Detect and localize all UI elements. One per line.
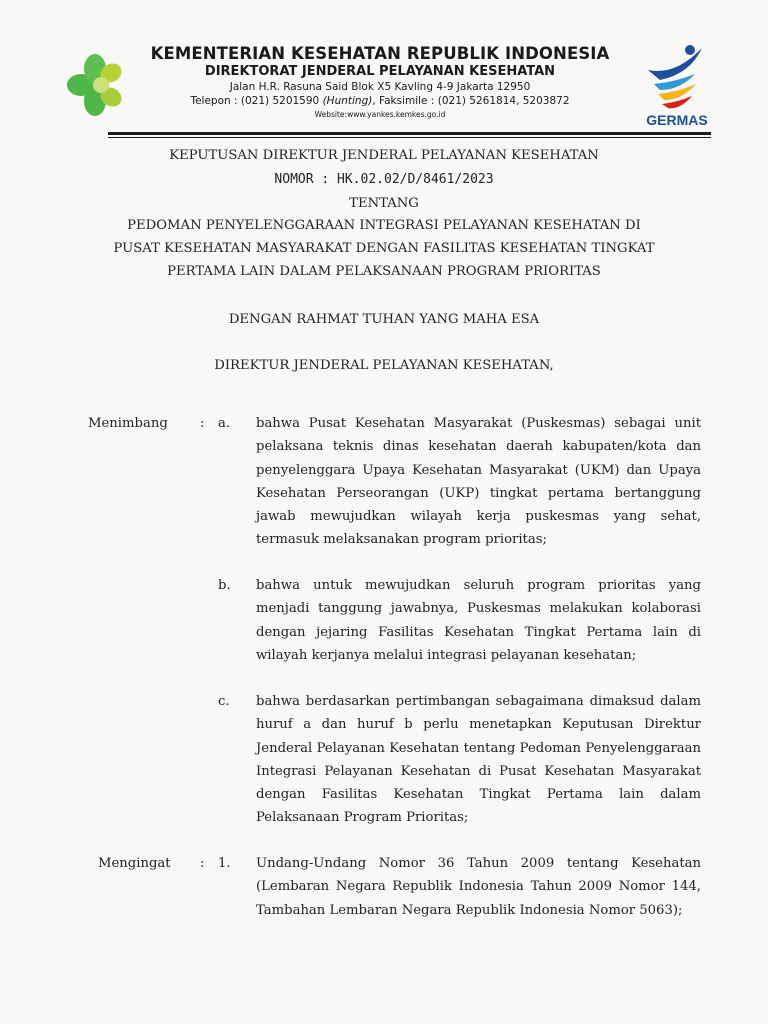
subject-line-1: PEDOMAN PENYELENGGARAAN INTEGRASI PELAYANAN KESEHATAN DI — [127, 218, 641, 233]
item-b-marker: b. — [218, 578, 231, 593]
decree-title: KEPUTUSAN DIREKTUR JENDERAL PELAYANAN KESEHATAN — [169, 148, 599, 163]
item-c-text: bahwa berdasarkan pertimbangan sebagaimana dimaksud dalam huruf a dan huruf b perlu menetapkan Keputusan Direktur Jenderal Pelayanan Kesehatan tentang Pedoman Penyelenggaraan Integrasi Pelayanan Kesehatan di Pusat Kesehatan Masyarakat dengan Fasilitas Kesehatan Tingkat Pertama lain dalam Pelaksanaan Program Prioritas; — [256, 694, 701, 826]
invocation: DENGAN RAHMAT TUHAN YANG MAHA ESA — [228, 312, 540, 327]
letterhead-rule-thin — [108, 137, 711, 138]
germas-label: GERMAS — [646, 112, 708, 128]
directorate-name: DIREKTORAT JENDERAL PELAYANAN KESEHATAN — [204, 64, 556, 79]
kemenkes-logo — [50, 45, 140, 125]
item-a-marker: a. — [218, 416, 231, 431]
mengingat-colon: : — [200, 856, 205, 871]
address: Jalan H.R. Rasuna Said Blok X5 Kavling 4-9 Jakarta 12950 — [229, 81, 531, 93]
item-a-text: bahwa Pusat Kesehatan Masyarakat (Puskesmas) sebagai unit pelaksana teknis dinas kesehatan daerah kabupaten/kota dan penyelenggara Upaya Kesehatan Masyarakat (UKM) dan Upaya Kesehatan Perseorangan (UKP) tingkat pertama bertanggung jawab mewujudkan wilayah kerja puskesmas yang sehat, termasuk melaksanakan program prioritas; — [256, 416, 701, 548]
menimbang-colon: : — [200, 416, 205, 431]
item-1-marker: 1. — [218, 856, 231, 871]
letterhead — [140, 44, 620, 121]
ministry-name: KEMENTERIAN KESEHATAN REPUBLIK INDONESIA — [150, 44, 610, 63]
phone-fax: Telepon : (021) 5201590 (Hunting), Faksimile : (021) 5261814, 5203872 — [190, 95, 570, 107]
issuer: DIREKTUR JENDERAL PELAYANAN KESEHATAN, — [214, 358, 554, 373]
item-b-text: bahwa untuk mewujudkan seluruh program prioritas yang menjadi tanggung jawabnya, Puskesmas melakukan kolaborasi dengan jejaring Fasilitas Kesehatan Tingkat Pertama lain di wilayah kerjanya melalui integrasi pelayanan kesehatan; — [256, 578, 701, 663]
mengingat-label: Mengingat — [98, 856, 171, 871]
menimbang-label: Menimbang — [88, 416, 168, 431]
subject-line-2: PUSAT KESEHATAN MASYARAKAT DENGAN FASILITAS KESEHATAN TINGKAT — [113, 241, 655, 256]
item-1-text: Undang-Undang Nomor 36 Tahun 2009 tentang Kesehatan (Lembaran Negara Republik Indonesia Tahun 2009 Nomor 144, Tambahan Lembaran Negara Republik Indonesia Nomor 5063); — [256, 856, 701, 918]
letterhead-rule-thick — [108, 132, 711, 135]
germas-logo — [640, 40, 715, 130]
decree-number: NOMOR : HK.02.02/D/8461/2023 — [274, 172, 494, 187]
subject-line-3: PERTAMA LAIN DALAM PELAKSANAAN PROGRAM PRIORITAS — [167, 264, 601, 279]
tentang: TENTANG — [349, 196, 419, 211]
website: Website:www.yankes.kemkes.go.id — [314, 110, 446, 119]
item-c-marker: c. — [218, 694, 230, 709]
